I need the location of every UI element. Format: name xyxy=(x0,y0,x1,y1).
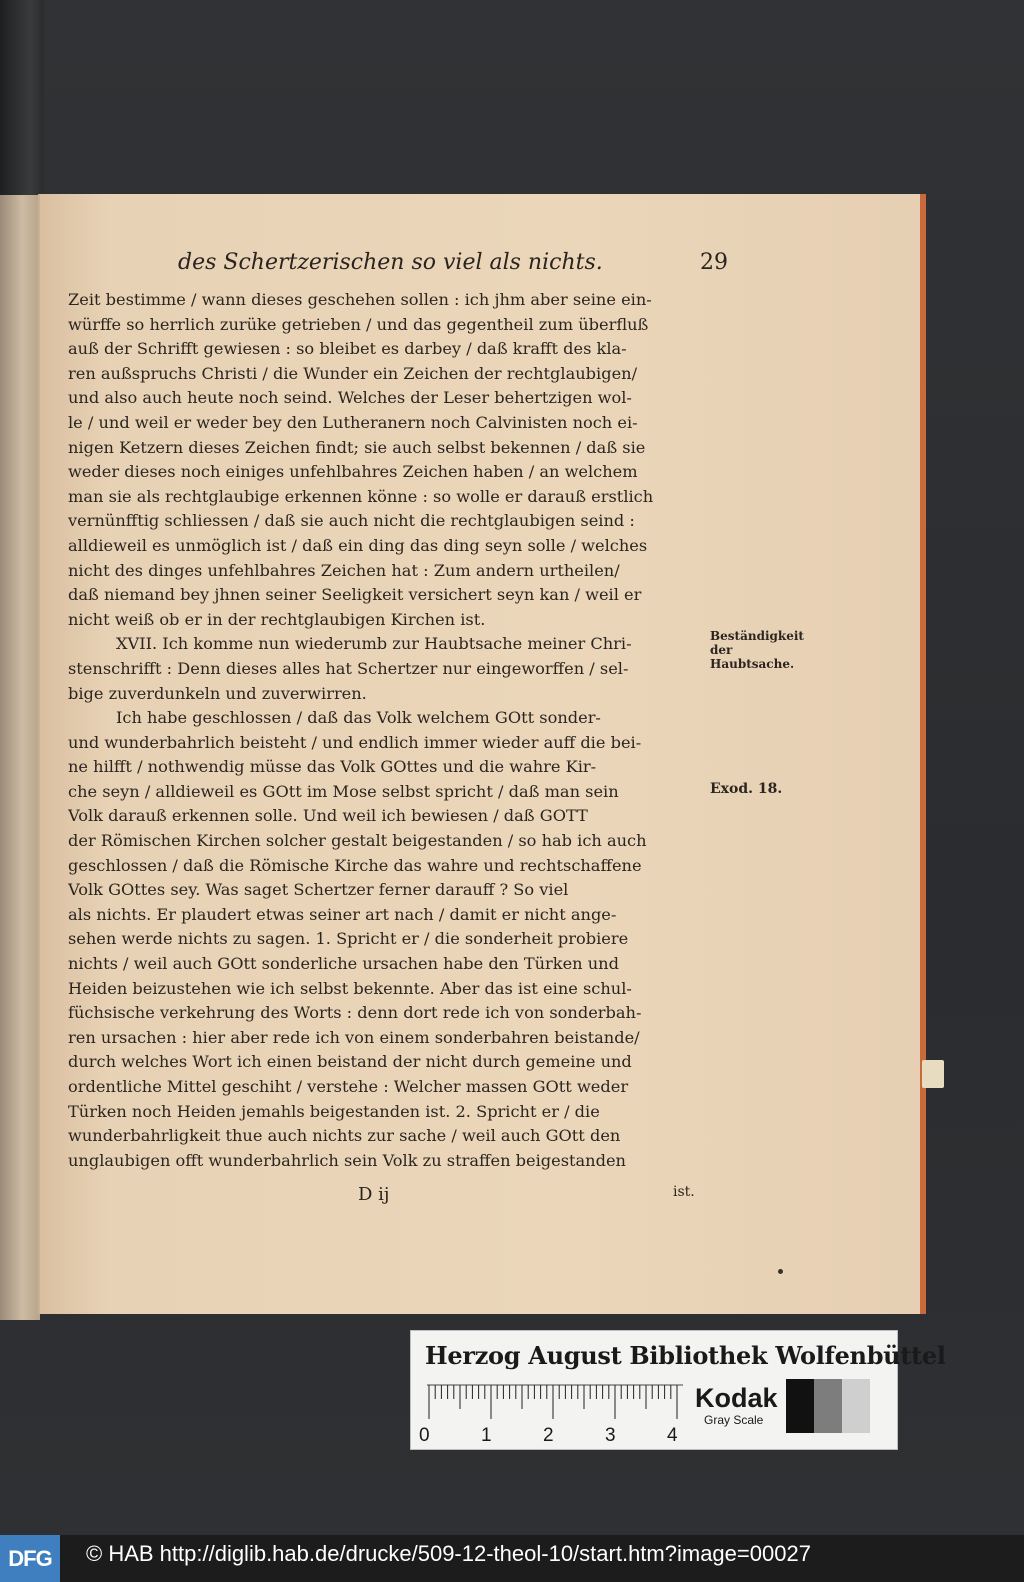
ruler-number: 3 xyxy=(605,1425,616,1446)
paragraph-line: als nichts. Er plaudert etwas seiner art nach / damit er nicht ange- xyxy=(68,904,617,924)
text-line: ren außspruchs Christi / die Wunder ein Zeichen der rechtglaubigen/ xyxy=(68,363,638,383)
ink-spot xyxy=(778,1269,783,1274)
paragraph-line: Türken noch Heiden jemahls beigestanden ist. 2. Spricht er / die xyxy=(68,1101,600,1121)
paragraph-line: unglaubigen offt wunderbahrlich sein Volk zu straffen beigestanden xyxy=(68,1150,626,1170)
paragraph-line: Volk GOttes sey. Was saget Schertzer ferner darauff ? So viel xyxy=(68,880,569,900)
text-line: würffe so herrlich zurüke getrieben / und das gegentheil zum überfluß xyxy=(68,314,649,334)
gray-swatch xyxy=(814,1379,842,1433)
paragraph-line: wunderbahrligkeit thue auch nichts zur sache / weil auch GOtt den xyxy=(68,1126,621,1146)
paragraph-line: che seyn / alldieweil es GOtt im Mose selbst spricht / daß man sein xyxy=(68,781,619,801)
paragraph-line: sehen werde nichts zu sagen. 1. Spricht er / die sonderheit probiere xyxy=(68,929,629,949)
catchword: ist. xyxy=(673,1184,695,1200)
ruler-number: 0 xyxy=(419,1425,430,1446)
dfg-logo: DFG xyxy=(0,1535,60,1582)
text-line: vernünfftig schliessen / daß sie auch nicht die rechtglaubigen seind : xyxy=(68,511,635,531)
kodak-brand: Kodak xyxy=(695,1383,778,1413)
text-line: nicht des dinges unfehlbahres Zeichen hat : Zum andern urtheilen/ xyxy=(68,560,620,580)
paper-tab-marker xyxy=(922,1060,944,1088)
text-line: alldieweil es unmöglich ist / daß ein ding das ding seyn solle / welches xyxy=(68,535,648,555)
paragraph-line: geschlossen / daß die Römische Kirche das wahre und rechtschaffene xyxy=(68,855,642,875)
paragraph-line: nichts / weil auch GOtt sonderliche ursachen habe den Türken und xyxy=(68,954,619,974)
text-line: nigen Ketzern dieses Zeichen findt; sie auch selbst bekennen / daß sie xyxy=(68,437,646,457)
text-line: daß niemand bey jhnen seiner Seeligkeit versichert seyn kan / weil er xyxy=(68,585,642,605)
previous-page-edge xyxy=(0,195,40,1320)
section-line: stenschrifft : Denn dieses alles hat Schertzer nur eingeworffen / sel- xyxy=(68,658,629,678)
margin-note: Beständigkeit der Haubtsache. xyxy=(710,629,804,671)
paragraph-line: und wunderbahrlich beisteht / und endlich immer wieder auff die bei- xyxy=(68,732,642,752)
library-name: Herzog August Bibliothek Wolfenbüttel xyxy=(425,1341,946,1370)
gray-scale-label: Gray Scale xyxy=(704,1413,764,1427)
color-scale-card xyxy=(410,1330,946,1450)
section-line: bige zuverdunkeln und zuverwirren. xyxy=(68,683,367,703)
margin-note-reference: Exod. 18. xyxy=(710,781,783,797)
text-line: man sie als rechtglaubige erkennen könne : so wolle er darauß erstlich xyxy=(68,486,654,506)
book-page xyxy=(38,194,926,1314)
text-line: le / und weil er weder bey den Lutheranern noch Calvinisten noch ei- xyxy=(68,412,638,432)
ruler-ticks xyxy=(427,1383,683,1421)
page-number: 29 xyxy=(700,250,728,275)
copyright-url[interactable]: © HAB http://diglib.hab.de/drucke/509-12-theol-10/start.htm?image=00027 xyxy=(86,1541,811,1566)
paragraph-line: ordentliche Mittel geschiht / verstehe : Welcher massen GOtt weder xyxy=(68,1077,629,1096)
text-line: auß der Schrifft gewiesen : so bleibet es darbey / daß krafft des kla- xyxy=(68,339,627,359)
red-page-edge xyxy=(920,194,926,1314)
ruler-number: 4 xyxy=(667,1425,678,1446)
paragraph-line: füchsische verkehrung des Worts : denn dort rede ich von sonderbah- xyxy=(68,1003,642,1023)
ruler-number: 2 xyxy=(543,1425,554,1446)
paragraph-line: ne hilfft / nothwendig müsse das Volk GOttes und die wahre Kir- xyxy=(68,757,597,777)
paragraph-line: Ich habe geschlossen / daß das Volk welchem GOtt sonder- xyxy=(116,708,601,728)
ruler-number: 1 xyxy=(481,1425,492,1446)
text-line: und also auch heute noch seind. Welches der Leser behertzigen wol- xyxy=(68,388,632,408)
paragraph-line: Heiden beizustehen wie ich selbst bekennte. Aber das ist eine schul- xyxy=(68,978,632,998)
text-line: nicht weiß ob er in der rechtglaubigen Kirchen ist. xyxy=(68,609,486,629)
signature-mark: D ij xyxy=(358,1184,390,1205)
text-line: weder dieses noch einiges unfehlbahres Zeichen haben / an welchem xyxy=(68,462,638,482)
body-text xyxy=(68,288,740,1173)
paragraph-line: durch welches Wort ich einen beistand der nicht durch gemeine und xyxy=(68,1052,632,1072)
book-binding-edge xyxy=(0,0,44,200)
paragraph-line: ren ursachen : hier aber rede ich von einem sonderbahren beistande/ xyxy=(68,1027,640,1047)
running-header xyxy=(178,250,738,282)
text-line: Zeit bestimme / wann dieses geschehen sollen : ich jhm aber seine ein- xyxy=(68,290,652,309)
paragraph-line: Volk darauß erkennen solle. Und weil ich bewiesen / daß GOTT xyxy=(68,806,588,826)
section-line: XVII. Ich komme nun wiederumb zur Haubtsache meiner Chri- xyxy=(116,634,632,654)
paragraph-line: der Römischen Kirchen solcher gestalt beigestanden / so hab ich auch xyxy=(68,831,647,851)
light-gray-swatch xyxy=(842,1379,870,1433)
black-swatch xyxy=(786,1379,814,1433)
header-title: des Schertzerischen so viel als nichts. xyxy=(178,250,603,275)
